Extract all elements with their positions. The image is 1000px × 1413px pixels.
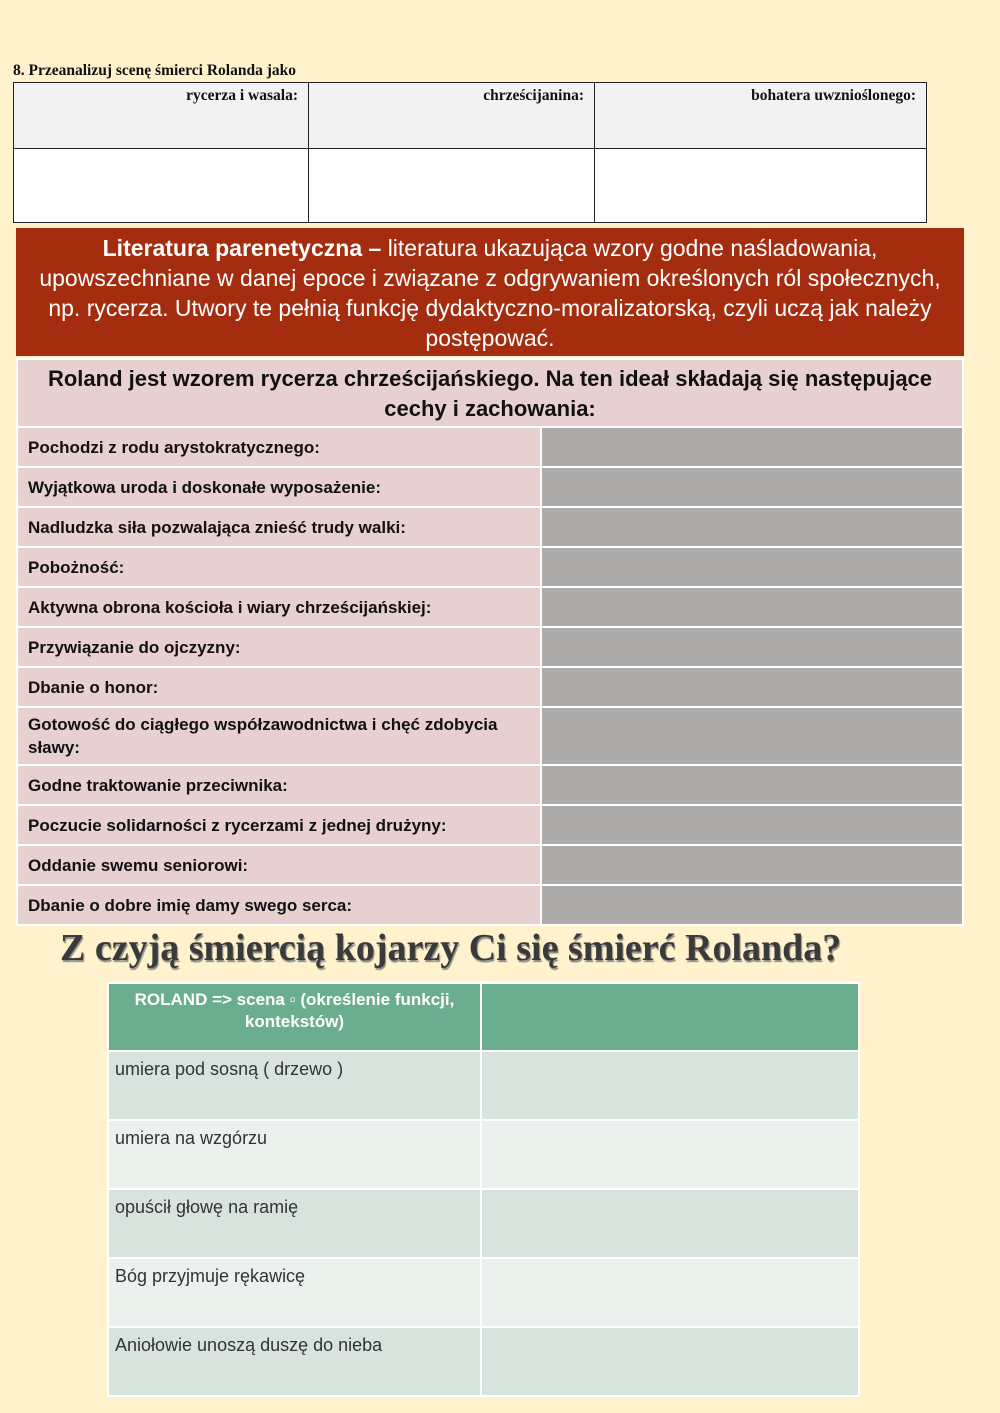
trait-answer-field[interactable]	[541, 627, 963, 667]
task8-answer-christian[interactable]	[309, 149, 595, 223]
trait-label: Gotowość do ciągłego współzawodnictwa i chęć zdobycia sławy:	[17, 707, 541, 765]
scene-answer-field[interactable]	[481, 1258, 859, 1327]
scene-label: umiera na wzgórzu	[108, 1120, 481, 1189]
ideal-knight-table	[16, 358, 964, 926]
trait-answer-field[interactable]	[541, 765, 963, 805]
task8-answer-hero[interactable]	[595, 149, 927, 223]
trait-label: Pochodzi z rodu arystokratycznego:	[17, 427, 541, 467]
ideal-header: Roland jest wzorem rycerza chrześcijańskiego. Na ten ideał składają się następujące cechy i zachowania:	[17, 359, 963, 427]
trait-answer-field[interactable]	[541, 427, 963, 467]
trait-label: Oddanie swemu seniorowi:	[17, 845, 541, 885]
trait-label: Nadludzka siła pozwalająca znieść trudy walki:	[17, 507, 541, 547]
trait-answer-field[interactable]	[541, 467, 963, 507]
association-header: ROLAND => scena ▫ (określenie funkcji, kontekstów)	[108, 983, 481, 1051]
task8-table	[13, 82, 927, 223]
task8-heading: 8. Przeanalizuj scenę śmierci Rolanda jako	[13, 62, 296, 79]
scene-answer-field[interactable]	[481, 1189, 859, 1258]
scene-answer-field[interactable]	[481, 1051, 859, 1120]
trait-answer-field[interactable]	[541, 587, 963, 627]
trait-answer-field[interactable]	[541, 885, 963, 925]
association-header-empty	[481, 983, 859, 1051]
task8-col-header-hero: bohatera uwznioślonego:	[595, 83, 927, 149]
scene-answer-field[interactable]	[481, 1327, 859, 1396]
trait-answer-field[interactable]	[541, 667, 963, 707]
scene-label: Aniołowie unoszą duszę do nieba	[108, 1327, 481, 1396]
trait-label: Wyjątkowa uroda i doskonałe wyposażenie:	[17, 467, 541, 507]
definition-text: literatura ukazująca wzory godne naśladowania, upowszechniane w danej epoce i związane z odgrywaniem określonych ról społecznych, np. rycerza. Utwory te pełnią funkcję dydaktyczno-moralizatorską, czyli uczą jak należy postępować.	[39, 235, 941, 351]
question-heading: Z czyją śmiercią kojarzy Ci się śmierć Rolanda?	[60, 927, 842, 969]
trait-label: Aktywna obrona kościoła i wiary chrześcijańskiej:	[17, 587, 541, 627]
trait-label: Przywiązanie do ojczyzny:	[17, 627, 541, 667]
scene-answer-field[interactable]	[481, 1120, 859, 1189]
task8-answer-knight[interactable]	[14, 149, 309, 223]
trait-label: Godne traktowanie przeciwnika:	[17, 765, 541, 805]
association-table	[107, 982, 860, 1397]
scene-label: opuścił głowę na ramię	[108, 1189, 481, 1258]
scene-label: Bóg przyjmuje rękawicę	[108, 1258, 481, 1327]
trait-answer-field[interactable]	[541, 805, 963, 845]
trait-label: Pobożność:	[17, 547, 541, 587]
trait-answer-field[interactable]	[541, 845, 963, 885]
trait-answer-field[interactable]	[541, 507, 963, 547]
task8-col-header-christian: chrześcijanina:	[309, 83, 595, 149]
scene-label: umiera pod sosną ( drzewo )	[108, 1051, 481, 1120]
trait-label: Dbanie o dobre imię damy swego serca:	[17, 885, 541, 925]
definition-term: Literatura parenetyczna –	[102, 235, 382, 261]
trait-label: Dbanie o honor:	[17, 667, 541, 707]
trait-label: Poczucie solidarności z rycerzami z jednej drużyny:	[17, 805, 541, 845]
definition-box	[16, 228, 964, 356]
trait-answer-field[interactable]	[541, 707, 963, 765]
task8-col-header-knight: rycerza i wasala:	[14, 83, 309, 149]
trait-answer-field[interactable]	[541, 547, 963, 587]
